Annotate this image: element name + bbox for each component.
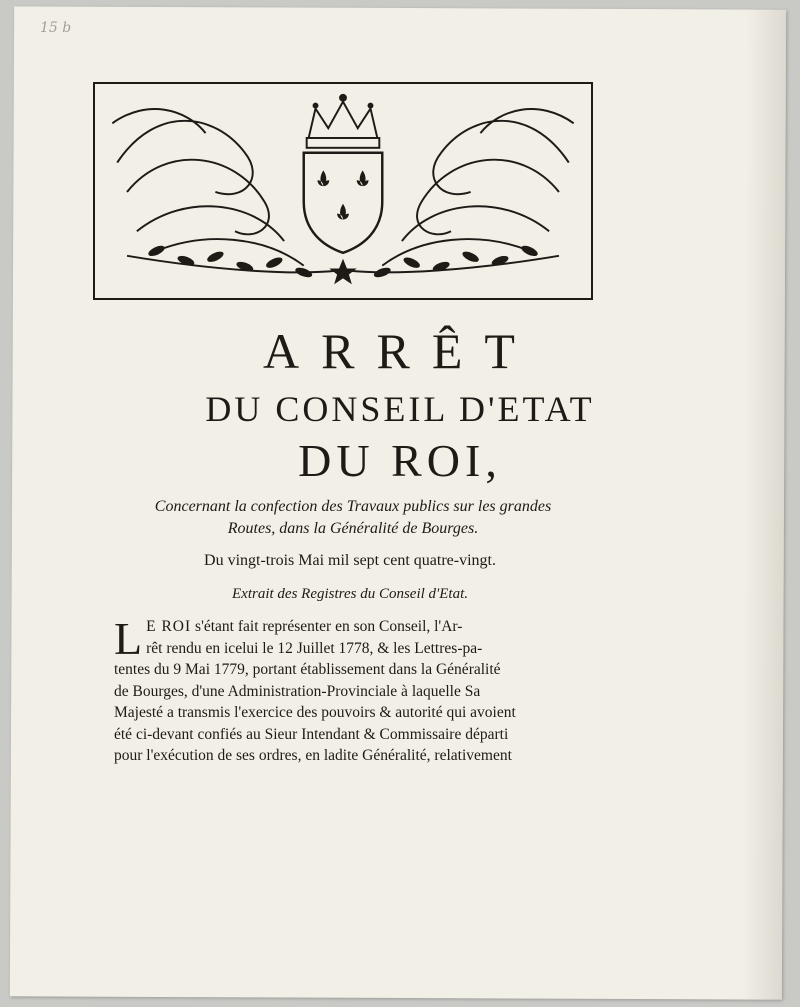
drop-cap: L [114, 613, 143, 664]
body-line-6: été ci-devant confiés au Sieur Intendant & Commissaire départi [114, 725, 509, 743]
subject-line-1: Concernant la confection des Travaux publics sur les grandes [154, 498, 552, 515]
body-line-5: Majesté a transmis l'exercice des pouvoirs & autorité qui avoient [114, 704, 516, 721]
body-line-1: s'étant fait représenter en son Conseil, l'Ar- [191, 618, 463, 635]
body-line-3: tentes du 9 Mai 1779, portant établissement dans la Généralité [114, 661, 501, 678]
body-line-4: de Bourges, d'une Administration-Provinciale à laquelle Sa [114, 682, 481, 700]
lead-words: E ROI [146, 618, 192, 635]
ornamental-vignette [93, 82, 593, 300]
subject-block [113, 496, 593, 540]
body-paragraph [114, 613, 584, 767]
body-line-7: pour l'exécution de ses ordres, en ladite Généralité, relativement [114, 747, 512, 764]
body-line-2: rêt rendu en icelui le 12 Juillet 1778, & les Lettres-pa- [146, 639, 483, 657]
subject-line-2: Routes, dans la Généralité de Bourges. [227, 520, 479, 537]
extract-line: Extrait des Registres du Conseil d'Etat. [232, 586, 468, 602]
date-line: Du vingt-trois Mai mil sept cent quatre-vingt. [204, 552, 496, 569]
title-arret: ARRÊT [263, 323, 537, 379]
corner-mark: 15 b [40, 20, 72, 36]
title-du-roi: DU ROI, [298, 435, 502, 486]
paper-edge-shadow [742, 10, 786, 1000]
title-conseil-etat: DU CONSEIL D'ETAT [205, 389, 595, 429]
royal-arms-ornament-icon [95, 84, 591, 298]
